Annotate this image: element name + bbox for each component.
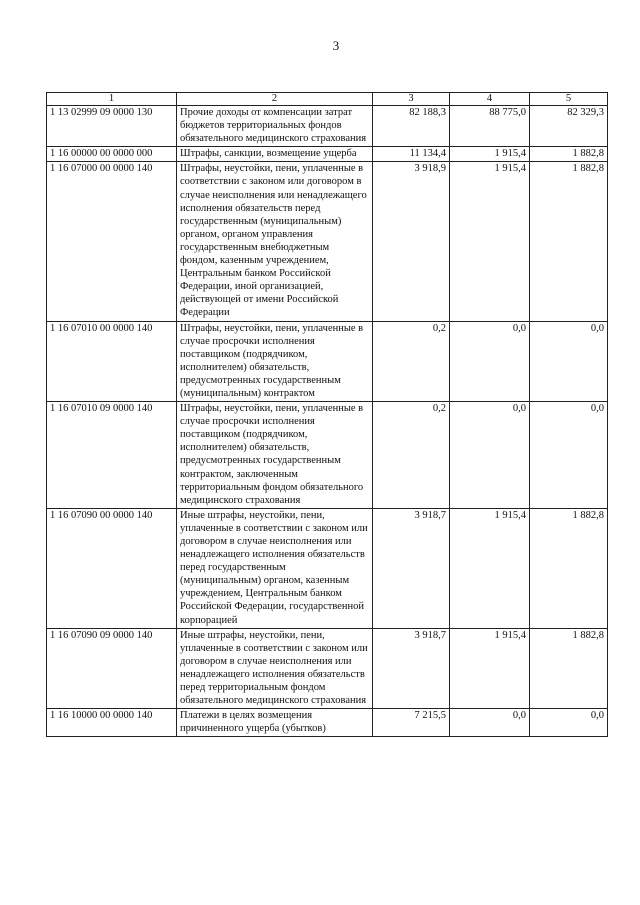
table-row <box>47 321 608 402</box>
budget-code-cell: 1 16 07090 09 0000 140 <box>47 628 177 709</box>
column-header-value-3: 3 <box>373 93 450 106</box>
revenue-name-cell: Штрафы, неустойки, пени, уплаченные в случае просрочки исполнения поставщиком (подрядчиком, исполнителем) обязательств, предусмотренных государственным контрактом, заключенным территориальным фондом обязательного медицинского страхования <box>177 402 373 509</box>
budget-code-cell: 1 16 07010 00 0000 140 <box>47 321 177 402</box>
table-row <box>47 162 608 321</box>
budget-code-cell: 1 16 07010 09 0000 140 <box>47 402 177 509</box>
amount-cell-col5: 1 882,8 <box>530 147 608 162</box>
table-row <box>47 402 608 509</box>
amount-cell-col3: 3 918,9 <box>373 162 450 321</box>
revenue-name-cell: Платежи в целях возмещения причиненного ущерба (убытков) <box>177 709 373 737</box>
revenue-name-cell: Штрафы, неустойки, пени, уплаченные в случае просрочки исполнения поставщиком (подрядчиком, исполнителем) обязательств, предусмотренных государственным (муниципальным) контрактом <box>177 321 373 402</box>
amount-cell-col5: 82 329,3 <box>530 106 608 147</box>
amount-cell-col5: 1 882,8 <box>530 508 608 628</box>
amount-cell-col3: 82 188,3 <box>373 106 450 147</box>
column-header-value-4: 4 <box>450 93 530 106</box>
column-header-name: 2 <box>177 93 373 106</box>
table-row <box>47 508 608 628</box>
amount-cell-col3: 7 215,5 <box>373 709 450 737</box>
revenue-name-cell: Иные штрафы, неустойки, пени, уплаченные в соответствии с законом или договором в случае неисполнения или ненадлежащего исполнения обязательств перед государственным (муниципальным) органом, казенным учреждением, Центральным банком Российской Федерации, государственной корпорацией <box>177 508 373 628</box>
amount-cell-col4: 1 915,4 <box>450 147 530 162</box>
column-header-code: 1 <box>47 93 177 106</box>
amount-cell-col4: 88 775,0 <box>450 106 530 147</box>
amount-cell-col4: 0,0 <box>450 321 530 402</box>
amount-cell-col3: 3 918,7 <box>373 508 450 628</box>
amount-cell-col3: 0,2 <box>373 402 450 509</box>
table-row <box>47 106 608 147</box>
table-header-row <box>47 93 608 106</box>
amount-cell-col4: 0,0 <box>450 402 530 509</box>
amount-cell-col4: 1 915,4 <box>450 508 530 628</box>
amount-cell-col3: 3 918,7 <box>373 628 450 709</box>
budget-revenue-table <box>46 92 608 737</box>
amount-cell-col5: 1 882,8 <box>530 162 608 321</box>
revenue-name-cell: Штрафы, санкции, возмещение ущерба <box>177 147 373 162</box>
amount-cell-col5: 0,0 <box>530 402 608 509</box>
budget-code-cell: 1 16 07090 00 0000 140 <box>47 508 177 628</box>
budget-code-cell: 1 13 02999 09 0000 130 <box>47 106 177 147</box>
amount-cell-col5: 0,0 <box>530 321 608 402</box>
amount-cell-col4: 1 915,4 <box>450 628 530 709</box>
revenue-name-cell: Штрафы, неустойки, пени, уплаченные в соответствии с законом или договором в случае неисполнения или ненадлежащего исполнения обязательств перед государственным (муниципальным) органом, органом управления государственным внебюджетным фондом, казенным учреждением, Центральным банком Российской Федерации, иной организацией, действующей от имени Российской Федерации <box>177 162 373 321</box>
table-row <box>47 147 608 162</box>
amount-cell-col4: 1 915,4 <box>450 162 530 321</box>
amount-cell-col3: 0,2 <box>373 321 450 402</box>
budget-code-cell: 1 16 00000 00 0000 000 <box>47 147 177 162</box>
budget-code-cell: 1 16 07000 00 0000 140 <box>47 162 177 321</box>
budget-code-cell: 1 16 10000 00 0000 140 <box>47 709 177 737</box>
amount-cell-col5: 1 882,8 <box>530 628 608 709</box>
amount-cell-col3: 11 134,4 <box>373 147 450 162</box>
revenue-name-cell: Иные штрафы, неустойки, пени, уплаченные в соответствии с законом или договором в случае неисполнения или ненадлежащего исполнения обязательств перед территориальным фондом обязательного медицинского страхования <box>177 628 373 709</box>
page-number: 3 <box>332 38 340 53</box>
column-header-value-5: 5 <box>530 93 608 106</box>
amount-cell-col5: 0,0 <box>530 709 608 737</box>
amount-cell-col4: 0,0 <box>450 709 530 737</box>
table-row <box>47 709 608 737</box>
revenue-name-cell: Прочие доходы от компенсации затрат бюджетов территориальных фондов обязательного медицинского страхования <box>177 106 373 147</box>
table-row <box>47 628 608 709</box>
